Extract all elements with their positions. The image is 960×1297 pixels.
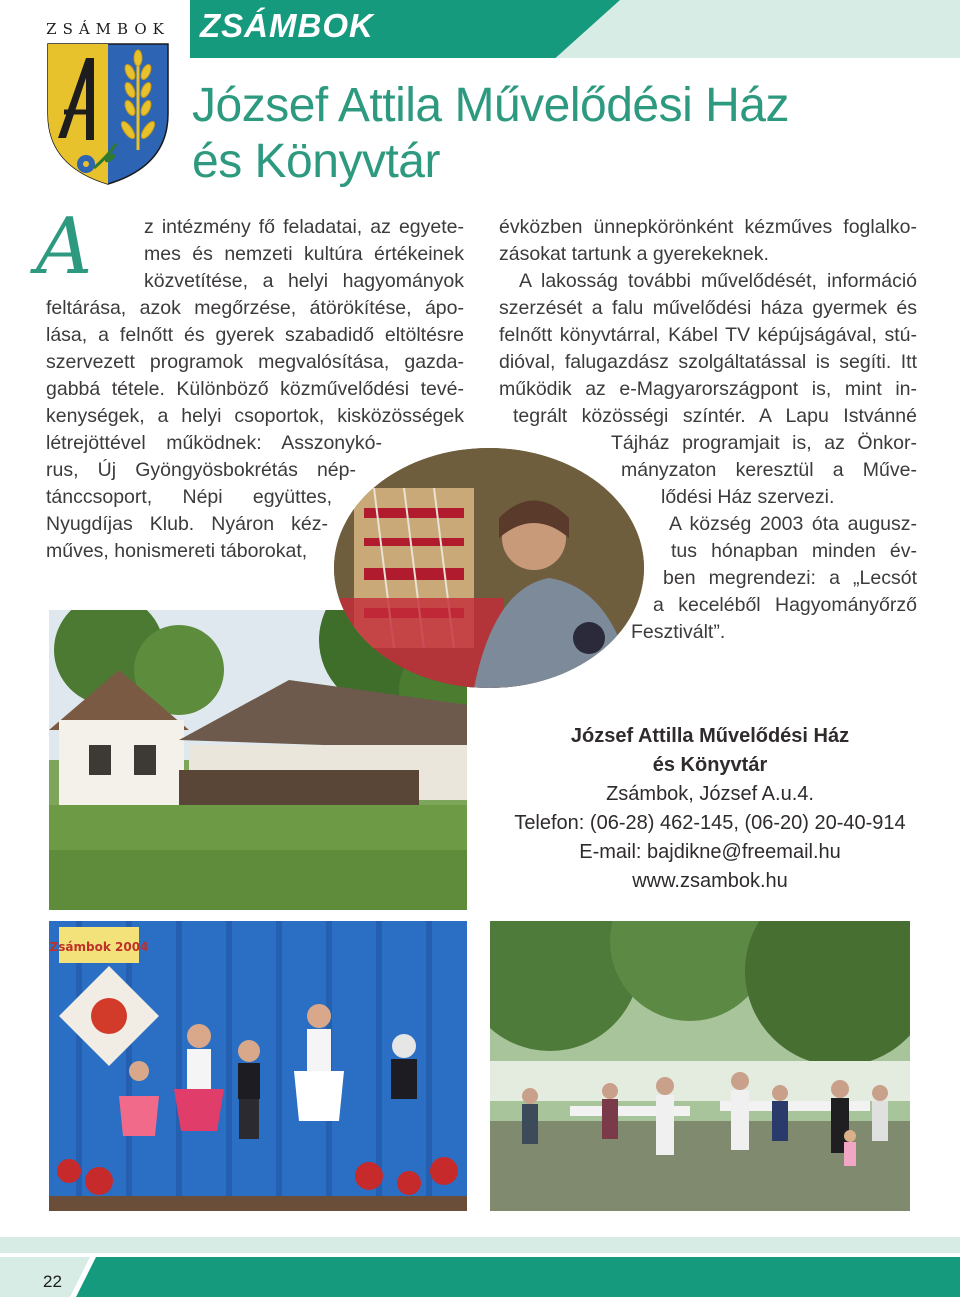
text-line: feltárása, azok megőrzése, átörökítése, ápo- [46, 297, 464, 319]
text-line: szervezett programok megvalósítása, gazda- [46, 351, 464, 373]
text-line: A község 2003 óta augusz- [669, 513, 917, 535]
text-line: Nyugdíjas Klub. Nyáron kéz- [46, 513, 328, 535]
text-line: mes és nemzeti kultúra értékeinek [144, 243, 464, 265]
text-line: évközben ünnepkörönként kézműves foglalko- [499, 216, 917, 238]
crest-label: ZSÁMBOK [46, 20, 170, 38]
text-line: a keceléből Hagyományőrző [653, 594, 917, 616]
contact-phone: Telefon: (06-28) 462-145, (06-20) 20-40-914 [514, 812, 906, 834]
text-line: létrejöttével működnek: Asszonykó- [46, 432, 382, 454]
text-line: dióval, falugazdász szolgáltatással is segíti. Itt [499, 351, 917, 373]
page-title [192, 78, 789, 190]
text-line: műves, honismereti táborokat, [46, 540, 308, 562]
text-line: kenységek, a helyi csoportok, kisközösségek [46, 405, 464, 427]
text-line: közvetítése, a helyi hagyományok [144, 270, 464, 292]
text-line: tegrált közösségi színtér. A Lapu Istvánné [513, 405, 917, 427]
text-line: z intézmény fő feladatai, az egyete- [144, 216, 464, 238]
banner-text: Zsámbok 2004 [49, 940, 149, 954]
text-line: zásokat tartunk a gyerekeknek. [499, 243, 769, 265]
text-line: lődési Ház szervezi. [661, 486, 835, 508]
text-line: működik az e-Magyarországpont is, mint in- [499, 378, 917, 400]
text-line: mányzaton keresztül a Műve- [621, 459, 917, 481]
text-line: rus, Új Gyöngyösbokrétás nép- [46, 459, 356, 481]
photo-weaving-woman [334, 448, 644, 688]
section-title: ZSÁMBOK [200, 7, 374, 44]
text-line: lása, a felnőtt és gyerek szabadidő eltöltésre [46, 324, 464, 346]
page-number: 22 [43, 1272, 62, 1291]
contact-name-line-2: és Könyvtár [652, 754, 768, 776]
contact-name-line-1: József Attilla Művelődési Ház [570, 725, 850, 747]
text-line: felnőtt könyvtárral, Kábel TV képújságával, stú- [499, 324, 917, 346]
contact-website: www.zsambok.hu [632, 870, 788, 892]
title-line-2: és Könyvtár [192, 135, 440, 188]
contact-block [470, 722, 950, 896]
text-line: Tájház programjait is, az Önkor- [611, 432, 917, 454]
text-line: ben megrendezi: a „Lecsót [663, 567, 917, 589]
coat-of-arms-icon [42, 18, 174, 188]
footer-band [0, 1237, 960, 1297]
contact-email: E-mail: bajdikne@freemail.hu [579, 841, 841, 863]
text-line: tus hónapban minden év- [671, 540, 917, 562]
drop-cap: A [36, 202, 93, 292]
photo-festival-crowd [490, 921, 910, 1211]
text-line: Fesztivált”. [631, 621, 726, 643]
text-line: tánccsoport, Népi együttes, [46, 486, 332, 508]
text-line: szerzését a falu művelődési háza gyermek és [499, 297, 917, 319]
text-line: A lakosság további művelődését, információ [519, 270, 917, 292]
contact-address: Zsámbok, József A.u.4. [606, 783, 814, 805]
title-line-1: József Attila Művelődési Ház [192, 79, 789, 132]
photo-folk-dance [49, 921, 467, 1211]
text-line: gabbá tétele. Különböző közművelődési tevé- [46, 378, 464, 400]
